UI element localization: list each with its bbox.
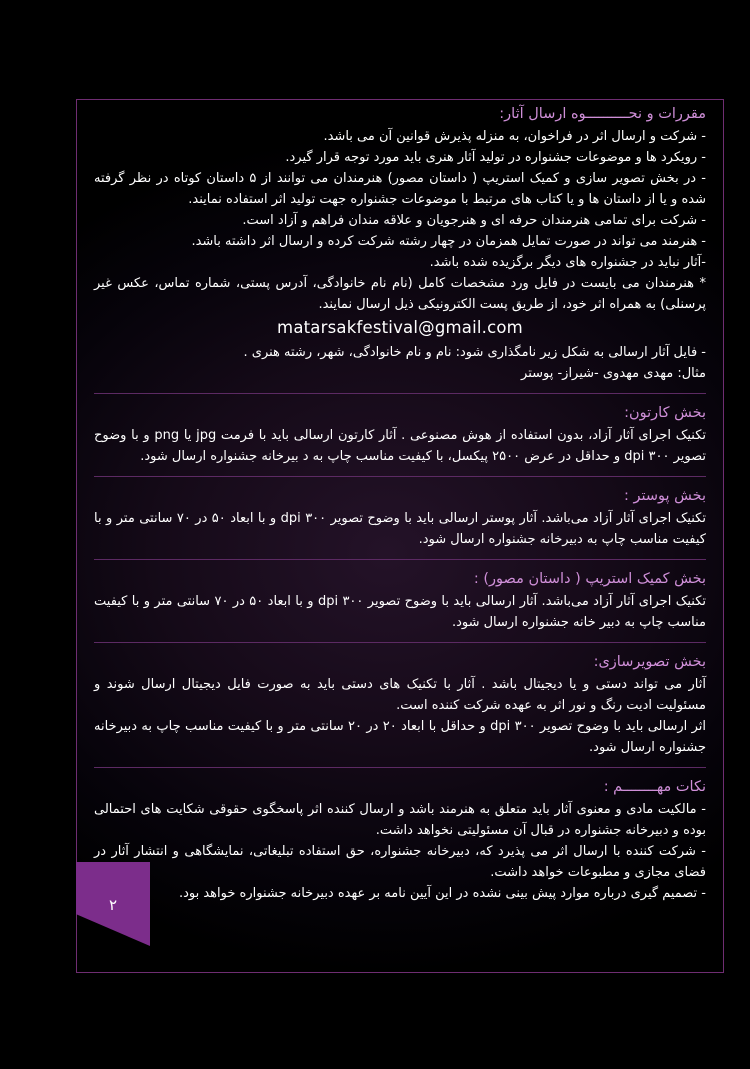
rule-line: - شرکت برای تمامی هنرمندان حرفه ای و هنرجویان و علاقه مندان فراهم و آزاد است. xyxy=(242,213,706,228)
rule-line: - هنرمند می تواند در صورت تمایل همزمان در چهار رشته شرکت کرده و ارسال اثر داشته باشد. xyxy=(191,234,706,249)
section-heading-illustration: بخش تصویرسازی: xyxy=(593,654,706,670)
rule-line-example: مثال: مهدی مهدوی -شیراز- پوستر xyxy=(521,366,706,381)
section-heading-submission-rules xyxy=(94,104,706,124)
section-illustration xyxy=(94,652,706,758)
note-line: - تصمیم گیری درباره موارد پیش بینی نشده در این آیین نامه بر عهده دبیرخانه جشنواره خواهد بود. xyxy=(178,886,706,901)
section-divider xyxy=(94,767,706,768)
section-body-illustration: آثار می تواند دستی و یا دیجیتال باشد . آثار با تکنیک های دستی باید به صورت فایل دیجیتال ارسال شوند و مسئولیت ادیت رنگ و نور اثر به عهده شرکت کننده است. xyxy=(94,677,706,713)
section-comic-strip xyxy=(94,569,706,633)
heading-text-submission-rules: مقررات و نحــــــــــوه ارسال آثار: xyxy=(499,106,706,122)
section-body-illustration: اثر ارسالی باید با وضوح تصویر ۳۰۰ dpi و حداقل با ابعاد ۲۰ در ۲۰ سانتی متر و با کیفیت مناسب چاپ به دبیرخانه جشنواره ارسال شود. xyxy=(94,719,706,755)
section-divider xyxy=(94,393,706,394)
section-poster xyxy=(94,486,706,550)
section-heading-important-notes: نکات مهــــــــم : xyxy=(603,779,706,795)
section-heading-poster: بخش پوستر : xyxy=(623,488,706,504)
rule-line: -آثار نباید در جشنواره های دیگر برگزیده شده باشد. xyxy=(429,255,706,270)
section-cartoon xyxy=(94,403,706,467)
section-heading-cartoon: بخش کارتون: xyxy=(624,405,706,421)
rule-line: - فایل آثار ارسالی به شکل زیر نامگذاری شود: نام و نام خانوادگی، شهر، رشته هنری . xyxy=(243,345,706,360)
section-important-notes xyxy=(94,777,706,904)
page-number: ۲ xyxy=(108,896,118,914)
rule-line: * هنرمندان می بایست در فایل ورد مشخصات کامل (نام نام خانوادگی، آدرس پستی، شماره تماس، عکس غیر پرسنلی) به همراه اثر خود، از طریق پست الکترونیکی ذیل ارسال نمایند. xyxy=(94,276,706,312)
section-body-cartoon: تکنیک اجرای آثار آزاد، بدون استفاده از هوش مصنوعی . آثار کارتون ارسالی باید با فرمت jpg یا png و با وضوح تصویر ۳۰۰ dpi و حداقل در عرض ۲۵۰۰ پیکسل، با کیفیت مناسب چاپ به د بیرخانه جشنواره ارسال شود. xyxy=(94,428,706,464)
note-line: - شرکت کننده با ارسال اثر می پذیرد که، دبیرخانه جشنواره، حق استفاده تبلیغاتی، نمایشگاهی و انتشار آثار در فضای مجازی و مطبوعات خواهد داشت. xyxy=(94,844,706,880)
rule-line: - رویکرد ها و موضوعات جشنواره در تولید آثار هنری باید مورد توجه قرار گیرد. xyxy=(285,150,706,165)
section-submission-rules xyxy=(94,104,706,384)
section-divider xyxy=(94,476,706,477)
poster-content xyxy=(94,104,706,964)
section-divider xyxy=(94,642,706,643)
rule-line: - شرکت و ارسال اثر در فراخوان، به منزله پذیرش قوانین آن می باشد. xyxy=(323,129,706,144)
note-line: - مالکیت مادی و معنوی آثار باید متعلق به هنرمند باشد و ارسال کننده اثر پاسخگوی حقوقی شکایت های احتمالی بوده و دبیرخانه جشنواره در قبال آن مسئولیتی نخواهد داشت. xyxy=(94,802,706,838)
section-divider xyxy=(94,559,706,560)
contact-email[interactable]: matarsakfestival@gmail.com xyxy=(277,318,523,337)
section-body-comic-strip: تکنیک اجرای آثار آزاد می‌باشد. آثار ارسالی باید با وضوح تصویر ۳۰۰ dpi و با ابعاد ۵۰ در ۷۰ سانتی متر و با کیفیت مناسب چاپ به دبیر خانه جشنواره ارسال شود. xyxy=(94,594,706,630)
section-heading-comic-strip: بخش کمیک استریپ ( داستان مصور) : xyxy=(473,571,706,587)
section-body-poster: تکنیک اجرای آثار آزاد می‌باشد. آثار پوستر ارسالی باید با وضوح تصویر ۳۰۰ dpi و با ابعاد ۵۰ در ۷۰ سانتی متر و با کیفیت مناسب چاپ به دبیرخانه جشنواره ارسال شود. xyxy=(94,511,706,547)
rule-line: - در بخش تصویر سازی و کمیک استریپ ( داستان مصور) هنرمندان می توانند از ۵ داستان کوتاه در نظر گرفته شده و یا از داستان ها و یا کتاب های مرتبط با موضوعات جشنواره جهت تولید اثر استفاده نمایند. xyxy=(94,171,706,207)
